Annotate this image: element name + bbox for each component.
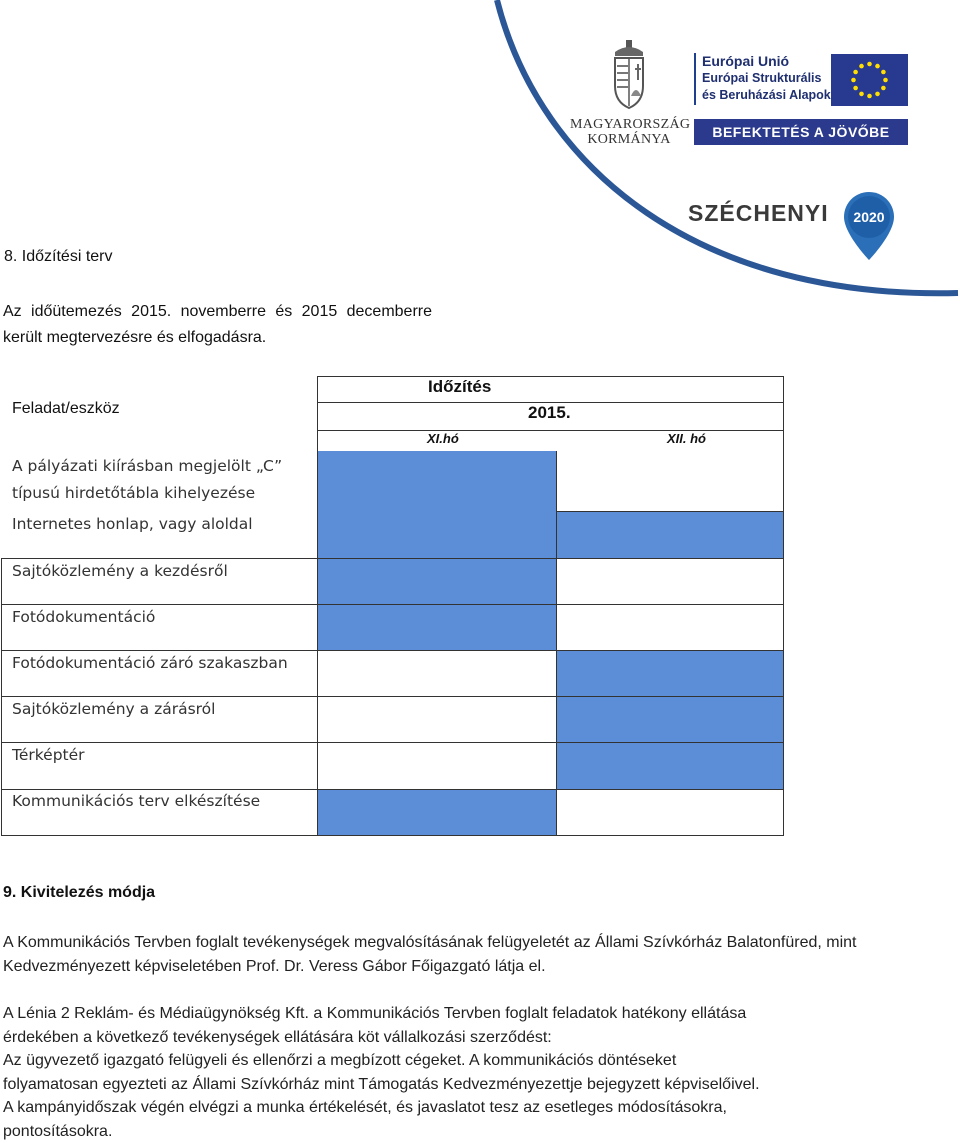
timing-label: Időzítés [428, 377, 491, 397]
logo-separator [694, 53, 696, 105]
grid-line [317, 376, 318, 836]
grid-line [317, 430, 784, 431]
grid-line [1, 696, 784, 697]
eu-flag-icon [831, 54, 908, 106]
eu-text-block [702, 53, 831, 104]
paragraph-line: folyamatosan egyezteti az Állami Szívkórház mint Támogatás Kedvezményezettje bejegyzett képviselőivel. [3, 1073, 953, 1097]
gov-name-line2: KORMÁNYA [570, 132, 688, 147]
row-label: Térképtér [12, 746, 85, 764]
grid-line [317, 376, 784, 377]
grid-line [557, 511, 784, 512]
grid-line [1, 558, 2, 836]
section-8-heading: 8. Időzítési terv [4, 248, 113, 266]
row-label: Fotódokumentáció [12, 608, 155, 626]
row-label: A pályázati kiírásban megjelölt „C” [12, 457, 282, 475]
eu-line2: Európai Strukturális [702, 70, 831, 87]
header-arc-decoration [0, 0, 960, 340]
year-label: 2015. [528, 403, 571, 423]
paragraph-line: pontosításokra. [3, 1120, 953, 1143]
month-dec-label: XII. hó [667, 431, 706, 446]
eu-stars-icon [831, 54, 908, 106]
fill-row-2-dec [557, 512, 783, 558]
befektetes-banner: BEFEKTETÉS A JÖVŐBE [694, 119, 908, 145]
row-label: Fotódokumentáció záró szakaszban [12, 654, 288, 672]
grid-line [317, 402, 784, 403]
section-9-paragraph-2 [3, 1002, 953, 1143]
paragraph-line: A Lénia 2 Reklám- és Médiaügynökség Kft. a Kommunikációs Tervben foglalt feladatok hatékony ellátása [3, 1002, 953, 1026]
grid-line [1, 558, 784, 559]
paragraph-line: érdekében a következő tevékenységek ellátására köt vállalkozási szerződést: [3, 1026, 953, 1050]
grid-line [783, 376, 784, 836]
government-logo [570, 40, 688, 147]
month-nov-label: XI.hó [427, 431, 459, 446]
paragraph-line: A kampányidőszak végén elvégzi a munka értékelését, és javaslatot tesz az esetleges módosításokra, [3, 1096, 953, 1120]
row-label: Sajtóközlemény a kezdésről [12, 562, 228, 580]
szechenyi-logo-text: SZÉCHENYI [688, 200, 829, 227]
grid-line [1, 650, 784, 651]
section-9-paragraph-1: A Kommunikációs Tervben foglalt tevékenységek megvalósításának felügyeletét az Állami Szívkórház Balatonfüred, mint Kedvezményezett képviseletében Prof. Dr. Veress Gábor Főigazgató látja el. [3, 931, 953, 978]
coat-of-arms-icon [609, 40, 649, 112]
row-label: Internetes honlap, vagy aloldal [12, 515, 253, 533]
szechenyi-pin-icon [842, 190, 896, 264]
grid-line [1, 742, 784, 743]
fill-row-5-7-dec [557, 651, 783, 789]
section-8-paragraph: Az időütemezés 2015. novemberre és 2015 decemberre került megtervezésre és elfogadásra. [3, 299, 432, 351]
fill-row-1-2-nov [318, 451, 556, 558]
col-header-task: Feladat/eszköz [12, 400, 120, 418]
eu-line1: Európai Unió [702, 53, 831, 70]
section-9-heading: 9. Kivitelezés módja [3, 884, 155, 902]
fill-row-8-nov [318, 790, 556, 835]
row-label: típusú hirdetőtábla kihelyezése [12, 484, 255, 502]
grid-line [1, 604, 784, 605]
eu-line3: és Beruházási Alapok [702, 87, 831, 104]
grid-line [556, 451, 557, 836]
grid-line [1, 789, 784, 790]
row-label: Kommunikációs terv elkészítése [12, 792, 260, 810]
paragraph-line: Az ügyvezető igazgató felügyeli és ellenőrzi a megbízott cégeket. A kommunikációs döntéseket [3, 1049, 953, 1073]
grid-line [1, 835, 784, 836]
row-label: Sajtóközlemény a zárásról [12, 700, 215, 718]
gov-name-line1: MAGYARORSZÁG [570, 117, 688, 132]
szechenyi-year: 2020 [853, 209, 884, 225]
